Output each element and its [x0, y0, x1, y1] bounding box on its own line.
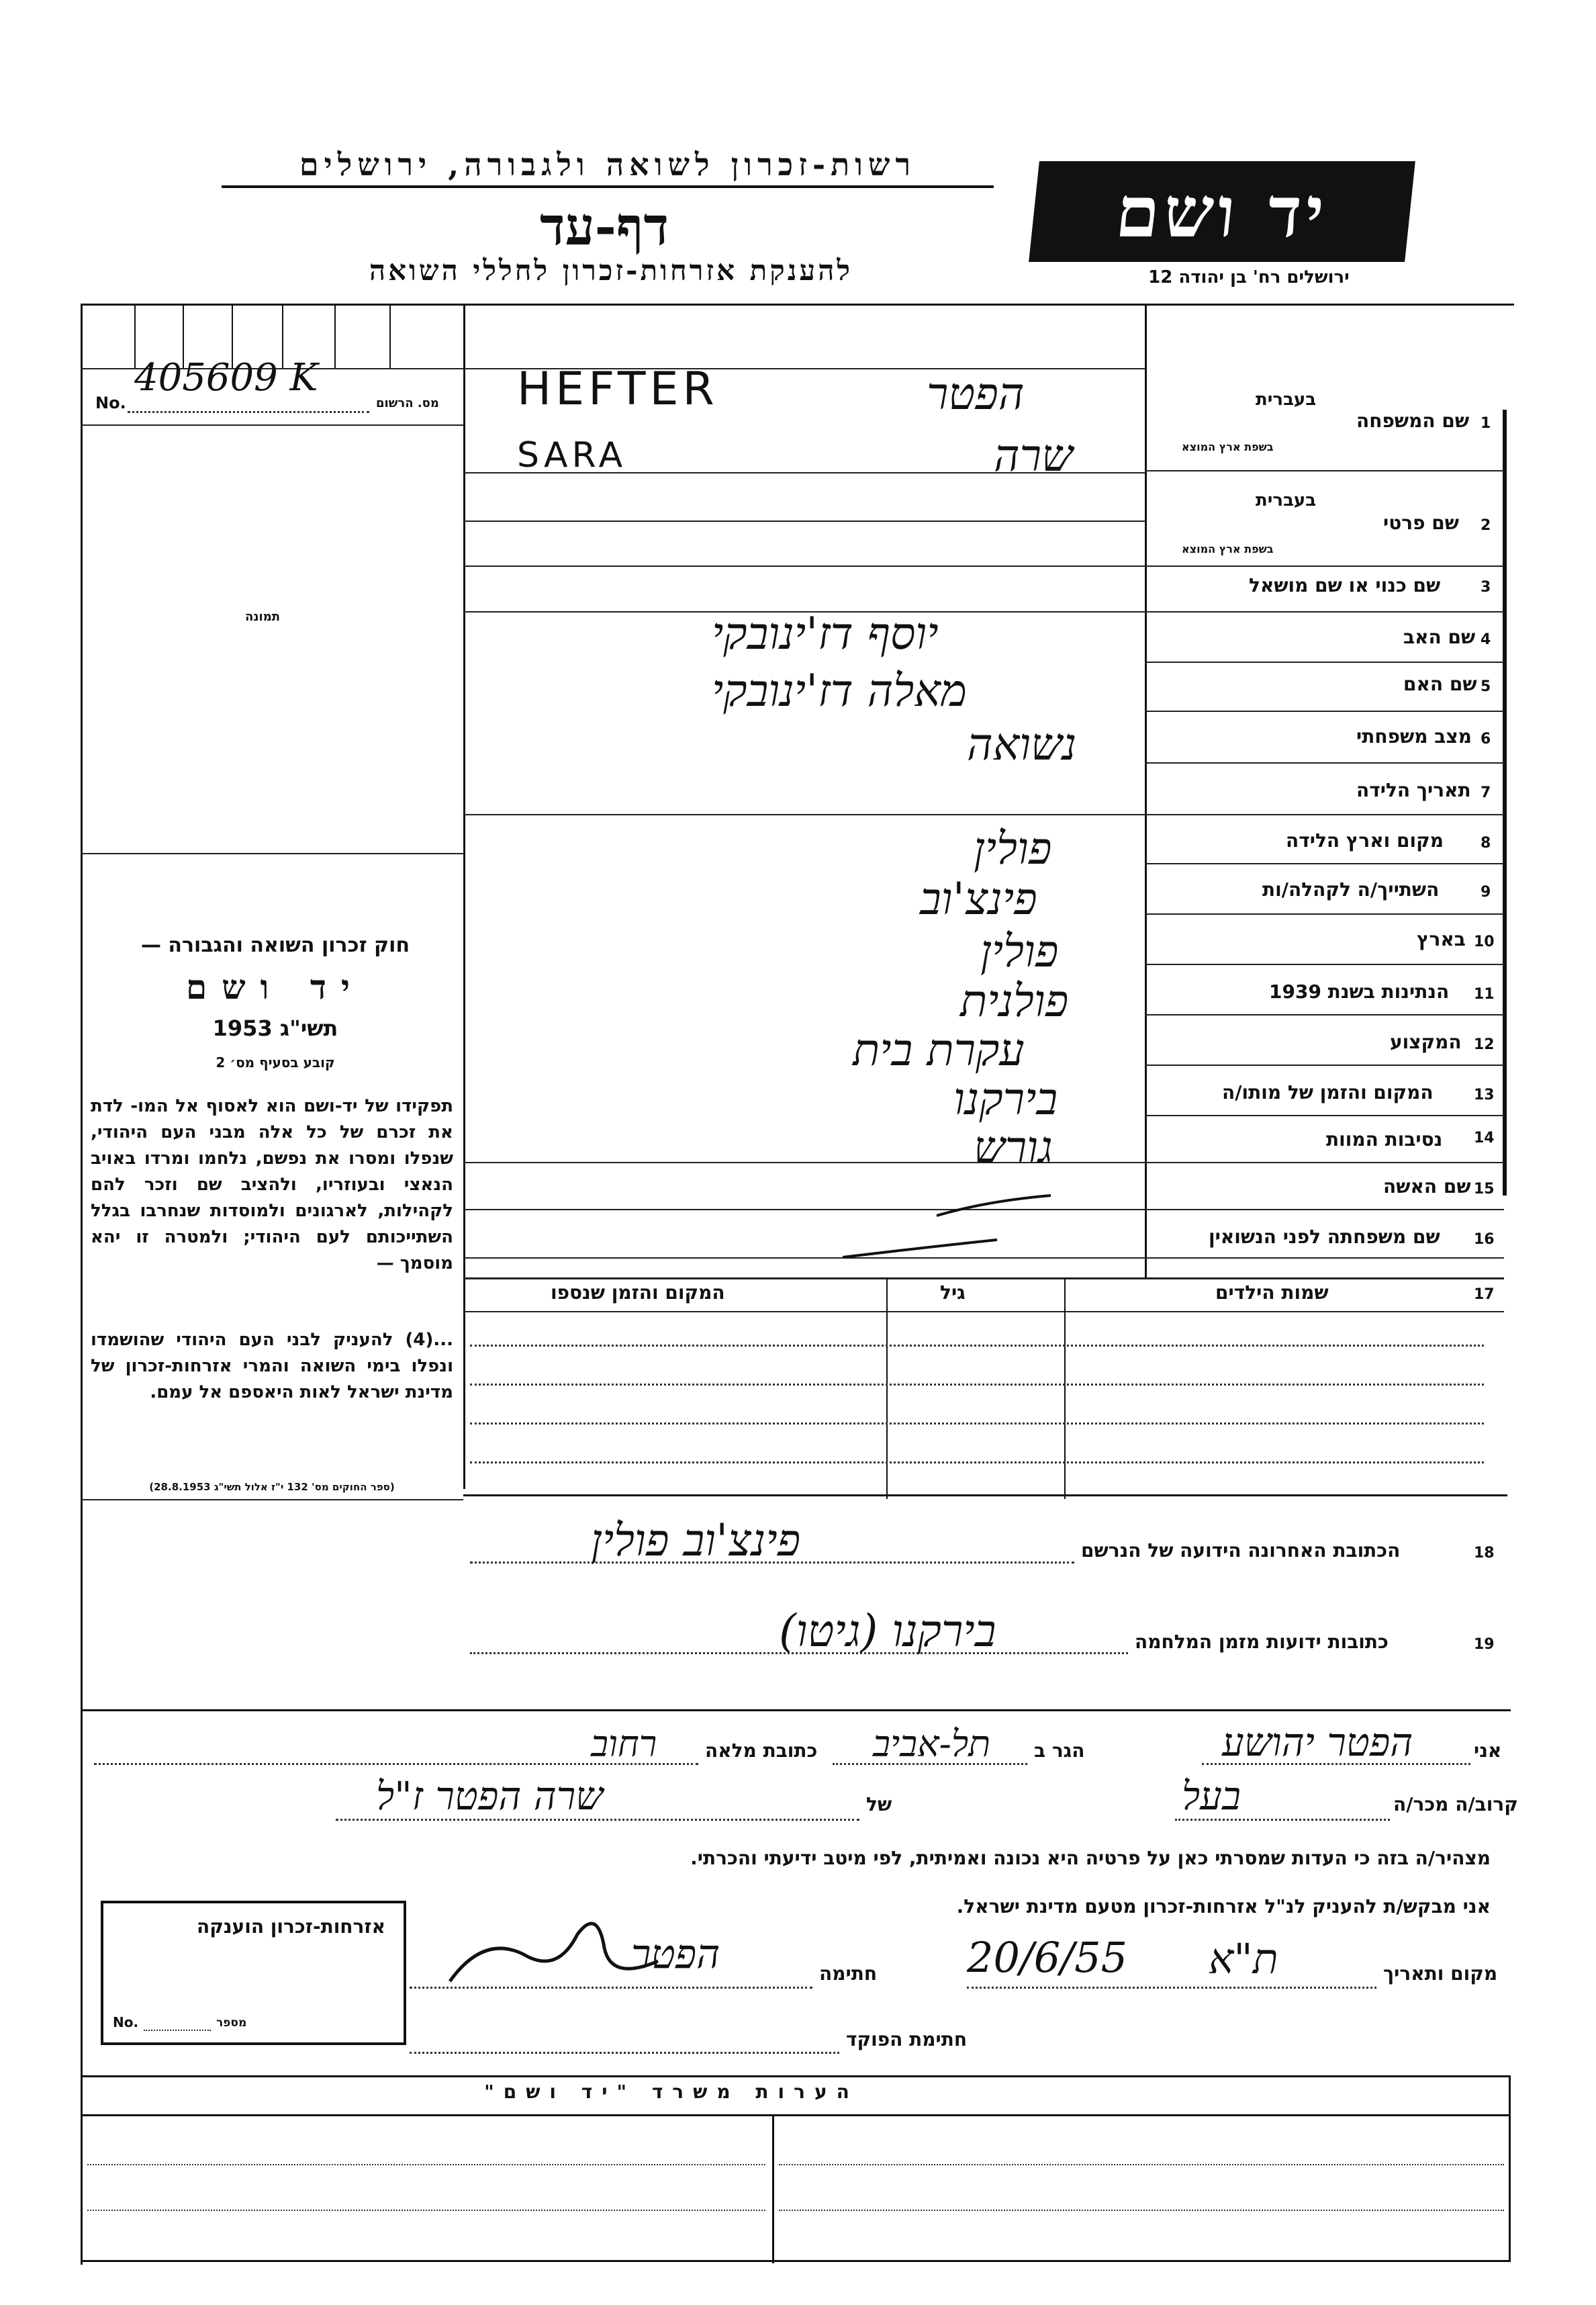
- f2-num: 2: [1481, 517, 1491, 534]
- f19-value[interactable]: בירקנו (גיטו): [779, 1605, 996, 1657]
- frame-top: [81, 304, 1514, 306]
- of-label: של: [866, 1793, 892, 1815]
- f10-num: 10: [1474, 934, 1495, 950]
- f9-num: 9: [1481, 884, 1491, 901]
- row-divider: [1145, 762, 1504, 764]
- frame-left: [81, 304, 83, 2265]
- f1-sub-bottom: בשפת ארץ המוצא: [1182, 441, 1274, 453]
- f18-value[interactable]: פינצ'וב פולין: [591, 1515, 801, 1566]
- law-section: קובע בסעיף מס׳ 2: [216, 1054, 335, 1071]
- full-address-label: כתובת מלאה: [705, 1739, 818, 1762]
- reg-no-line: [128, 411, 369, 413]
- notes-top: [81, 2075, 1511, 2077]
- f5-num: 5: [1481, 678, 1491, 695]
- f5-label: שם האם: [1403, 673, 1477, 695]
- law-body: תפקידו של יד-ושם הוא לאסוף אל המו- לדת את זכרם של כל אלה מבני העם היהודי, שנפלו ומסרו את נפשם, נלחמו ומרדו באויב הנאצי ובעוזריו, ולהציב שם וזכר להם לקהילות, לארגונים ולמוסדות שנחרבו בגלל השתייכותם לעם היהודי; ולמטרה זו יהא מוסמך —: [91, 1096, 453, 1273]
- f2-sub-bottom: בשפת ארץ המוצא: [1182, 543, 1274, 555]
- children-row-line: [470, 1384, 1484, 1386]
- reg-no-label: No.: [95, 394, 126, 412]
- resides-value[interactable]: תל-אביב: [873, 1723, 991, 1765]
- notes-bottom: [81, 2260, 1511, 2262]
- f1-label: שם המשפחה: [1356, 410, 1470, 432]
- f1-hebrew-value[interactable]: הפטר: [927, 368, 1025, 420]
- f10-value[interactable]: פולין: [980, 925, 1059, 977]
- reg-label: מס. הרשום: [376, 396, 439, 410]
- f4-label: שם האב: [1403, 626, 1476, 648]
- notes-header-bottom: [81, 2114, 1511, 2116]
- f8-num: 8: [1481, 835, 1491, 852]
- place-value[interactable]: ת"א: [1209, 1934, 1278, 1983]
- row-divider: [463, 521, 1145, 522]
- relation-label: קרוב/ה מכר/ה: [1393, 1793, 1518, 1815]
- row-divider: [1145, 1014, 1504, 1015]
- official-signature-line: [410, 2052, 839, 2054]
- f16-strike-mark: [839, 1236, 1000, 1263]
- header-address: ירושלים רח' בן יהודה 12: [1148, 267, 1350, 287]
- notes-right: [1509, 2075, 1511, 2262]
- label-column-divider: [1145, 304, 1147, 1277]
- f12-value[interactable]: עקרת בית: [853, 1024, 1025, 1076]
- f11-label: הנתינות בשנת 1939: [1269, 981, 1450, 1003]
- f3-num: 3: [1481, 579, 1491, 596]
- f7-label: תאריך הלידה: [1356, 779, 1471, 801]
- of-value[interactable]: שרה הפטר ז"ל: [376, 1773, 604, 1819]
- request-text: אני מבקש/ת להעניק לנ"ל אזרחות-זכרון מטעם מדינת ישראל.: [956, 1895, 1491, 1917]
- f14-value[interactable]: גורש: [974, 1122, 1053, 1173]
- row-divider: [1145, 662, 1504, 663]
- full-address-value[interactable]: רחוב: [591, 1723, 657, 1765]
- f16-num: 16: [1474, 1231, 1495, 1248]
- of-line: [336, 1819, 859, 1821]
- stamp-number-label: מספר: [216, 2016, 247, 2030]
- official-signature-label: חתימת הפוקד: [846, 2028, 968, 2050]
- f8-label: מקום וארץ הלידה: [1286, 829, 1444, 852]
- row-divider: [463, 566, 1504, 567]
- f18-label: הכתובת האחרונה הידועה של הנרשם: [1081, 1539, 1401, 1562]
- right-margin-bar: [1503, 410, 1507, 1195]
- f6-num: 6: [1481, 731, 1491, 748]
- f14-num: 14: [1474, 1130, 1495, 1146]
- f13-value[interactable]: בירקנו: [953, 1073, 1058, 1125]
- row-divider: [1145, 863, 1504, 864]
- ani-label: אני: [1474, 1739, 1502, 1762]
- photo-bottom: [81, 853, 463, 854]
- resides-label: הגר ב: [1034, 1739, 1085, 1762]
- children-header-top: [463, 1277, 1504, 1279]
- f14-label: נסיבות המוות: [1326, 1128, 1443, 1150]
- row-divider: [1145, 1115, 1504, 1116]
- children-age-header: גיל: [940, 1281, 966, 1304]
- signature-label: חתימה: [819, 1962, 878, 1985]
- f2-hebrew-value[interactable]: שרה: [994, 430, 1073, 482]
- notes-line: [87, 2210, 765, 2211]
- photo-label: תמונה: [245, 610, 281, 624]
- law-yadvashem: יד ושם: [186, 967, 365, 1007]
- reg-no-value[interactable]: 405609 K: [134, 356, 318, 400]
- f1-latin-value[interactable]: HEFTER: [517, 363, 718, 416]
- row-divider: [1145, 1065, 1504, 1066]
- section-divider: [81, 1709, 1511, 1711]
- f6-label: מצב משפחתי: [1356, 725, 1472, 748]
- f9-value[interactable]: פינצ'וב: [920, 873, 1037, 925]
- f11-value[interactable]: פולנית: [960, 975, 1069, 1027]
- law-bottom: [81, 1499, 463, 1500]
- f15-strike-mark: [933, 1189, 1054, 1222]
- law-title: חוק זכרון השואה והגבורה —: [140, 934, 410, 957]
- f13-num: 13: [1474, 1087, 1495, 1103]
- children-row-line: [470, 1461, 1484, 1463]
- yad-vashem-logo: [1029, 161, 1415, 262]
- signature-value[interactable]: הפטר: [631, 1931, 720, 1978]
- children-place-header: המקום והזמן שנספו: [551, 1281, 725, 1304]
- stamp-title: אזרחות-זכרון הוענקה: [197, 1915, 385, 1938]
- signature-flourish: [443, 1907, 665, 1995]
- f16-label: שם משפחתה לפני הנשואין: [1209, 1226, 1440, 1248]
- f15-num: 15: [1474, 1181, 1495, 1197]
- children-col-divider: [886, 1277, 888, 1499]
- f4-num: 4: [1481, 631, 1491, 648]
- f11-num: 11: [1474, 986, 1495, 1003]
- logo-text: יד ושם: [1112, 170, 1332, 253]
- law-year: תשי"ג 1953: [212, 1015, 338, 1041]
- f1-divider: [1145, 470, 1504, 471]
- top-strip-divider: [334, 304, 336, 368]
- f1-num: 1: [1481, 415, 1491, 432]
- law-reference: (ספר החוקים מס' 132 י"ז אלול תשי"ג 28.8.1953): [149, 1481, 395, 1493]
- relation-value[interactable]: בעל: [1182, 1773, 1241, 1819]
- declaration-text: מצהיר/ה בזה כי העדות שמסרתי כאן על פרטיה היא נכונה ואמיתית, לפי מיטב ידיעתי והכרתי.: [690, 1847, 1491, 1869]
- row-divider: [463, 611, 1504, 613]
- f3-label: שם כנוי או שם מושאל: [1249, 574, 1441, 596]
- children-num: 17: [1474, 1286, 1495, 1303]
- f8-value[interactable]: פולין: [974, 823, 1052, 874]
- f6-value[interactable]: נשואה: [967, 719, 1077, 770]
- relation-line: [1175, 1819, 1390, 1821]
- f10-label: בארץ: [1417, 928, 1466, 950]
- f9-label: השתייך/ה לקהלה/ות: [1262, 878, 1440, 901]
- authority-title: רשות-זכרון לשואה ולגבורה, ירושלים: [222, 146, 994, 188]
- row-divider: [463, 814, 1504, 815]
- notes-divider: [772, 2114, 774, 2263]
- law-clause: ...(4) להעניק לבני העם היהודי שהושמדו ונפלו בימי השואה והמרי אזרחות-זכרון של מדינת ישראל לאות היאספם אל עמם.: [91, 1330, 453, 1402]
- children-table-bottom: [463, 1494, 1507, 1496]
- f12-label: המקצוע: [1390, 1031, 1462, 1053]
- children-names-header: שמות הילדים: [1215, 1281, 1329, 1304]
- f4-value[interactable]: יוסף דז'ינובקי: [712, 608, 939, 660]
- f12-num: 12: [1474, 1036, 1495, 1053]
- top-strip-divider: [389, 304, 391, 368]
- stamp-number-line: [144, 2030, 211, 2031]
- place-date-line: [967, 1987, 1376, 1989]
- stamp-no-label: No.: [113, 2014, 139, 2030]
- children-col-divider: [1064, 1277, 1066, 1499]
- f1-sub-top: בעברית: [1256, 390, 1317, 410]
- ani-value[interactable]: הפטר יהושע: [1222, 1719, 1413, 1765]
- notes-line: [779, 2210, 1504, 2211]
- office-notes-title: הערות משרד "יד ושם": [484, 2081, 859, 2103]
- place-date-label: מקום ותאריך: [1383, 1962, 1498, 1985]
- f2-sub-top: בעברית: [1256, 490, 1317, 510]
- reg-row-bottom: [81, 424, 463, 426]
- f7-num: 7: [1481, 784, 1491, 801]
- f19-num: 19: [1474, 1636, 1495, 1653]
- row-divider: [1145, 964, 1504, 965]
- f2-label: שם פרטי: [1383, 512, 1460, 534]
- form-subtitle: להענקת אזרחות-זכרון לחללי השואה: [369, 254, 853, 287]
- row-divider: [1145, 913, 1504, 915]
- notes-line: [87, 2164, 765, 2165]
- f15-label: שם האשה: [1383, 1175, 1471, 1197]
- f2-latin-value[interactable]: SARA: [517, 435, 627, 476]
- citizenship-stamp-box: [101, 1901, 406, 2045]
- notes-line: [779, 2164, 1504, 2165]
- children-row-line: [470, 1422, 1484, 1425]
- children-row-line: [470, 1345, 1484, 1347]
- f19-label: כתובות ידועות מזמן המלחמה: [1135, 1631, 1389, 1653]
- children-header-bottom: [463, 1311, 1504, 1312]
- form-title: דף-עד: [540, 196, 669, 257]
- row-divider: [1145, 711, 1504, 712]
- f18-num: 18: [1474, 1545, 1495, 1562]
- date-value[interactable]: 20/6/55: [967, 1933, 1128, 1982]
- f5-value[interactable]: מאלה דז'ינובקי: [712, 665, 967, 717]
- f13-label: המקום והזמן של מותו/ה: [1222, 1081, 1434, 1103]
